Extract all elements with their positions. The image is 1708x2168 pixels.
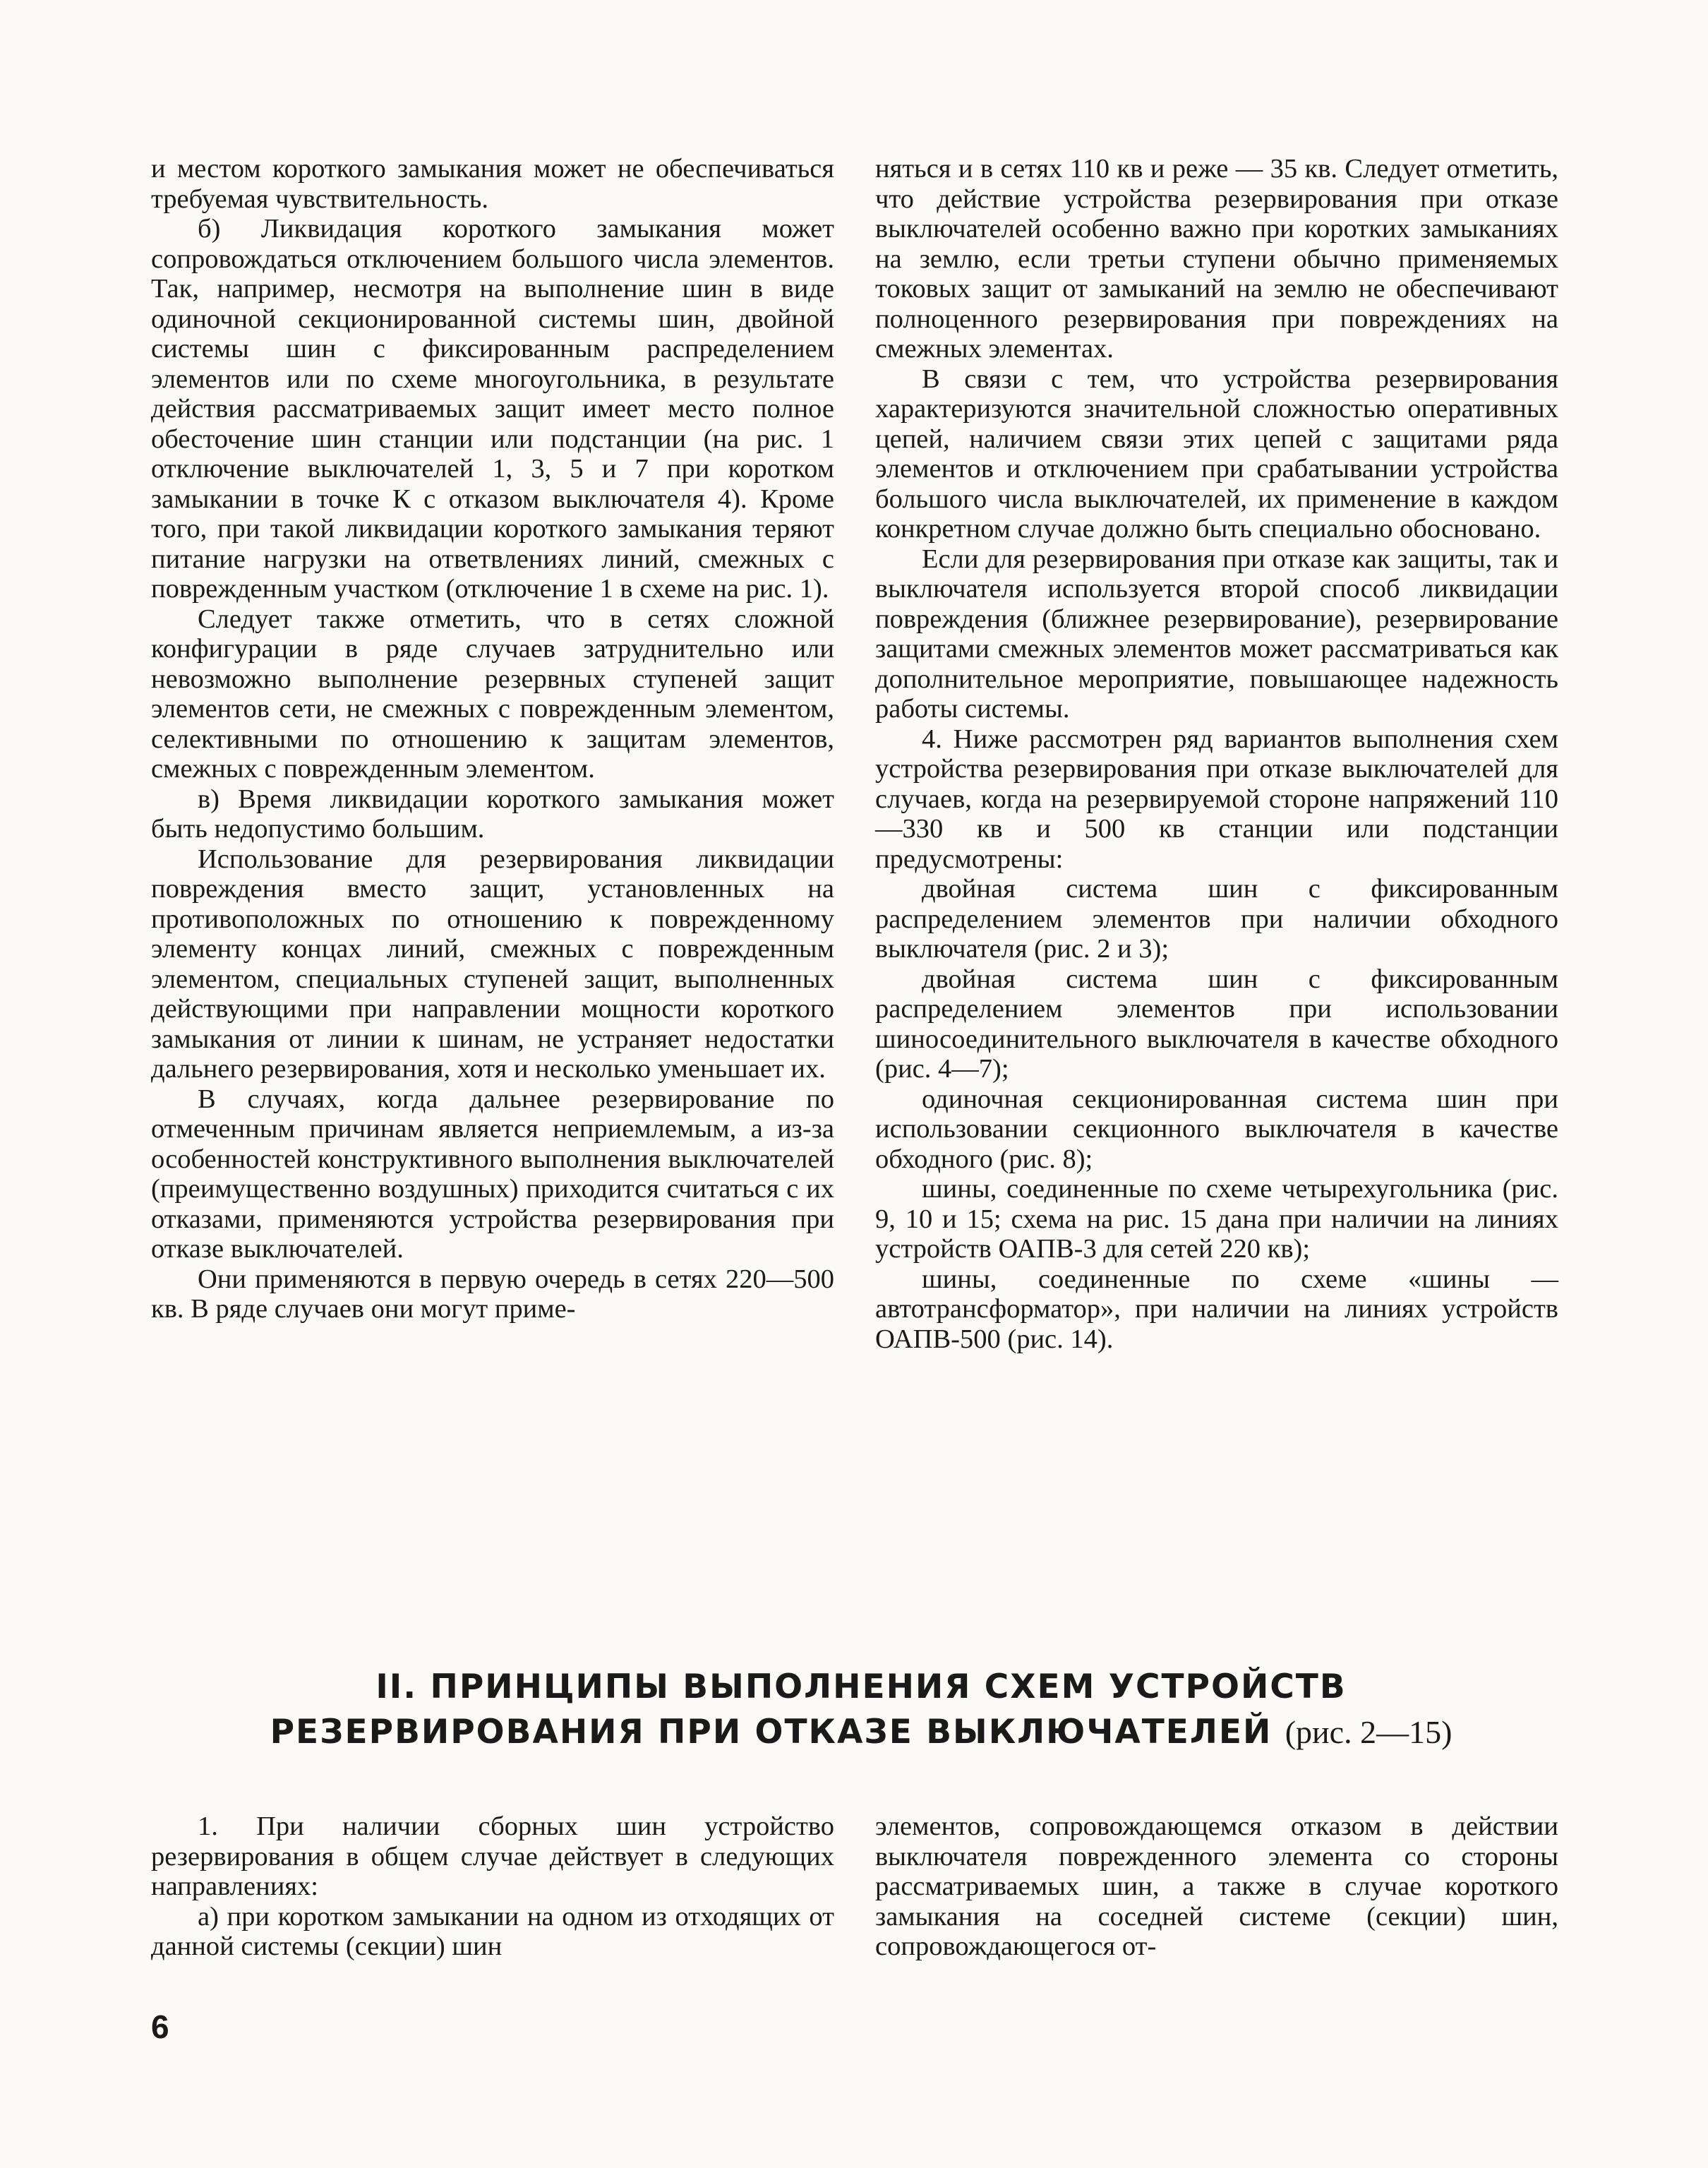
paragraph: б) Ликвидация короткого замыкания может сопровождаться отключением большого числа элементов. Так, например, несмотря на выполнение шин в виде одиночной секционированной системы шин, двойной системы шин с фиксированным распределением элементов или по схеме многоугольника, в результате действия рассматриваемых защит имеет место полное обесточение шин станции или подстанции (на рис. 1 отключение выключателей 1, 3, 5 и 7 при коротком замыкании в точке К с отказом выключателя 4). Кроме того, при такой ликвидации короткого замыкания теряют питание нагрузки на ответвлениях линий, смежных с поврежденным участком (отключение 1 в схеме на рис. 1). [151,214,834,604]
section-heading-line-2 [127,1710,1595,1755]
paragraph: Если для резервирования при отказе как защиты, так и выключателя используется второй способ ликвидации повреждения (ближнее резервирование), резервирование защитами смежных элементов может рассматриваться как дополнительное мероприятие, повышающее надежность работы системы. [875,544,1558,724]
paragraph: няться и в сетях 110 кв и реже — 35 кв. Следует отметить, что действие устройства резервирования при отказе выключателей особенно важно при коротких замыканиях на землю, если третьи ступени обычно применяемых токовых защит от замыканий на землю не обеспечивают полноценного резервирования при повреждениях на смежных элементах. [875,154,1558,364]
page-number: 6 [151,2008,169,2045]
paragraph: шины, соединенные по схеме четырехугольника (рис. 9, 10 и 15; схема на рис. 15 дана при наличии на линиях устройств ОАПВ-3 для сетей 220 кв); [875,1174,1558,1264]
paragraph: шины, соединенные по схеме «шины — автотрансформатор», при наличии на линиях устройств ОАПВ-500 (рис. 14). [875,1264,1558,1354]
left-column-bottom [151,1811,834,1962]
paragraph: и местом короткого замыкания может не обеспечиваться требуемая чувствительность. [151,154,834,214]
right-column-bottom [875,1811,1558,1962]
paragraph: двойная система шин с фиксированным распределением элементов при использовании шиносоединительного выключателя в качестве обходного (рис. 4—7); [875,964,1558,1084]
left-column-top [151,154,834,1324]
paragraph: Они применяются в первую очередь в сетях 220—500 кв. В ряде случаев они могут приме- [151,1264,834,1324]
paragraph: 1. При наличии сборных шин устройство резервирования в общем случае действует в следующих направлениях: [151,1811,834,1901]
section-heading [127,1665,1595,1755]
paragraph: Использование для резервирования ликвидации повреждения вместо защит, установленных на противоположных по отношению к поврежденному элементу концах линий, смежных с поврежденным элементом, специальных ступеней защит, выполненных действующими при направлении мощности короткого замыкания от линии к шинам, не устраняет недостатки дальнего резервирования, хотя и несколько уменьшает их. [151,844,834,1084]
paragraph: а) при коротком замыкании на одном из отходящих от данной системы (секции) шин [151,1901,834,1961]
paragraph: В случаях, когда дальнее резервирование по отмеченным причинам является неприемлемым, а из-за особенностей конструктивного выполнения выключателей (преимущественно воздушных) приходится считаться с их отказами, применяются устройства резервирования при отказе выключателей. [151,1084,834,1264]
section-heading-line-2-text: РЕЗЕРВИРОВАНИЯ ПРИ ОТКАЗЕ ВЫКЛЮЧАТЕЛЕЙ [270,1713,1273,1751]
paragraph: в) Время ликвидации короткого замыкания может быть недопустимо большим. [151,784,834,844]
paragraph: В связи с тем, что устройства резервирования характеризуются значительной сложностью оперативных цепей, наличием связи этих цепей с защитами ряда элементов и отключением при срабатывании устройства большого числа выключателей, их применение в каждом конкретном случае должно быть специально обосновано. [875,364,1558,544]
right-column-top [875,154,1558,1354]
paragraph: одиночная секционированная система шин при использовании секционного выключателя в качестве обходного (рис. 8); [875,1084,1558,1174]
paragraph: элементов, сопровождающемся отказом в действии выключателя поврежденного элемента со стороны рассматриваемых шин, а также в случае короткого замыкания на соседней системе (секции) шин, сопровождающегося от- [875,1811,1558,1961]
paragraph: Следует также отметить, что в сетях сложной конфигурации в ряде случаев затруднительно или невозможно выполнение резервных ступеней защит элементов сети, не смежных с поврежденным элементом, селективными по отношению к защитам элементов, смежных с поврежденным элементом. [151,604,834,784]
paragraph: 4. Ниже рассмотрен ряд вариантов выполнения схем устройства резервирования при отказе выключателей для случаев, когда на резервируемой стороне напряжений 110—330 кв и 500 кв станции или подстанции предусмотрены: [875,724,1558,874]
paragraph: двойная система шин с фиксированным распределением элементов при наличии обходного выключателя (рис. 2 и 3); [875,874,1558,964]
section-heading-line-1: II. ПРИНЦИПЫ ВЫПОЛНЕНИЯ СХЕМ УСТРОЙСТВ [375,1667,1347,1706]
figure-reference: (рис. 2—15) [1285,1714,1453,1750]
